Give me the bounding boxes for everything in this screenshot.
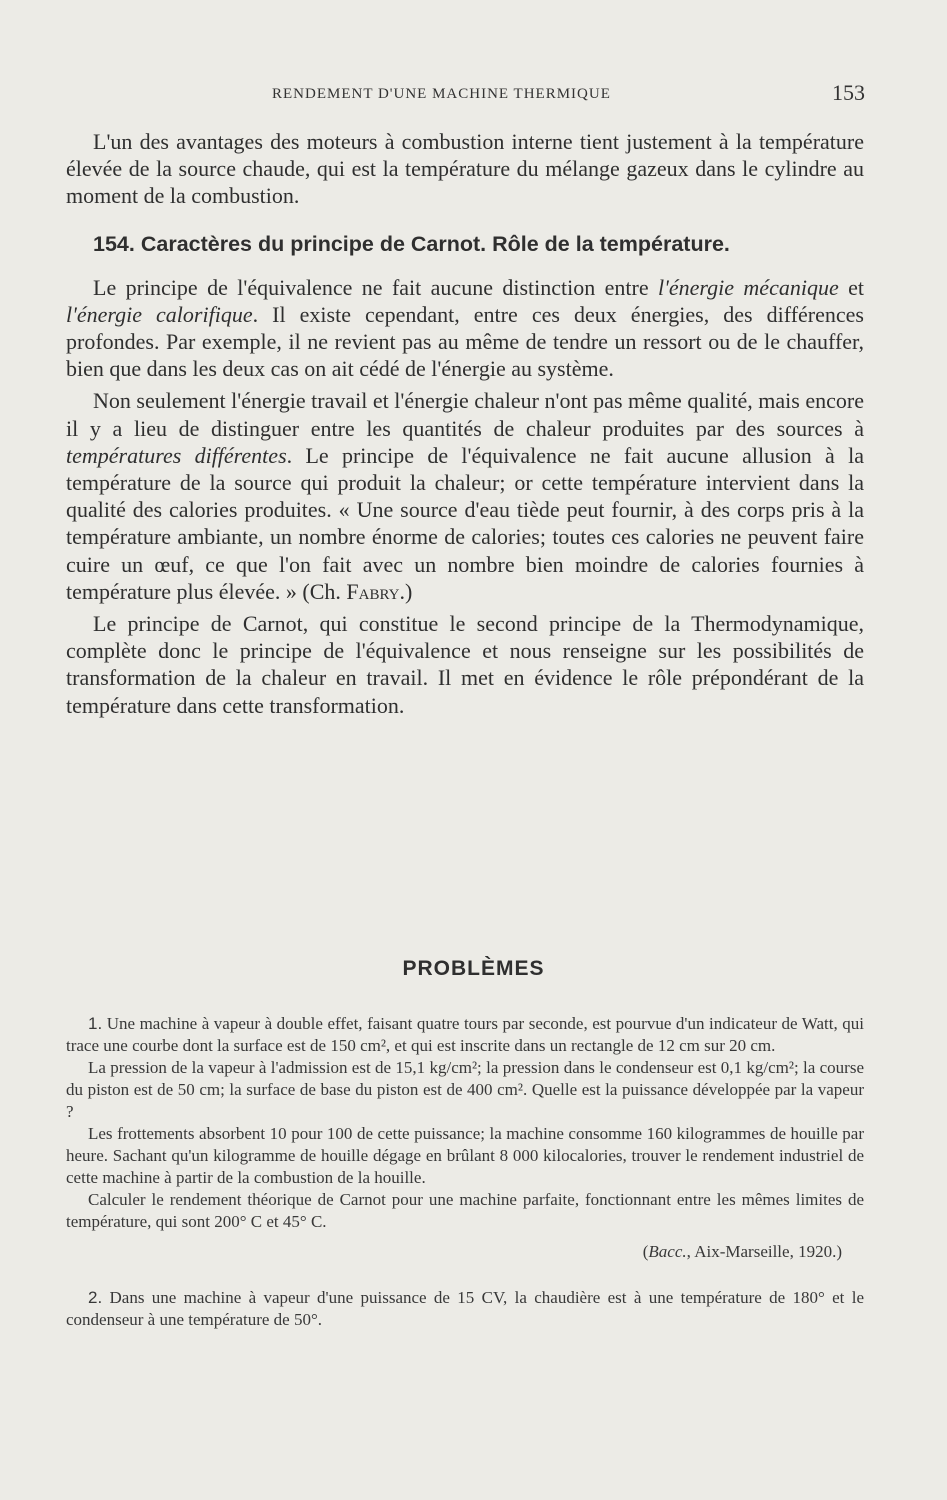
text-run: . Il existe cependant, entre ces deux énergies, des différences profondes. Par exemple, il ne revient pas au même de tendre un ressort ou de le chauffer, bien que dans les deux cas on ait cédé de l'énergie au système. — [66, 301, 864, 382]
problem-1-carnot: Calculer le rendement théorique de Carnot pour une machine parfaite, fonctionnant entre les mêmes limites de température, qui sont 200° C et 45° C. — [66, 1190, 864, 1231]
problems-section — [66, 1013, 864, 1331]
text-run: .) — [399, 578, 413, 604]
problems-heading: PROBLÈMES — [402, 957, 545, 980]
source-exam: Bacc. — [648, 1242, 687, 1261]
text-run: . Le principe de l'équivalence ne fait aucune allusion à la température de la source qui produit la chaleur; or cette température intervient dans la qualité des calories produites. « Une source d'eau tiède peut fournir, à des corps pris à la température ambiante, un nombre énorme de calories; toutes ces calories ne peuvent faire cuire un œuf, ce que l'on fait avec un nombre bien moindre de calories fournies à température plus élevée. » (Ch. — [66, 442, 865, 604]
text-run: Non seulement l'énergie travail et l'énergie chaleur n'ont pas même qualité, mais encore il y a lieu de distinguer entre les quantités de chaleur produites par des sources à — [66, 388, 864, 441]
section-number: 154. — [93, 231, 135, 256]
text-run: Dans une machine à vapeur d'une puissance de 15 CV, la chaudière est à une température de 180° et le condenseur à une température de 50°. — [66, 1288, 864, 1329]
text-run: Le principe de l'équivalence ne fait aucune distinction entre — [93, 274, 659, 300]
problem-1-pressure: La pression de la vapeur à l'admission est de 15,1 kg/cm²; la pression dans le condenseur est 0,1 kg/cm²; la course du piston est de 50 cm; la surface de base du piston est de 400 cm². Quelle est la puissance développée par la vapeur ? — [66, 1058, 864, 1121]
problem-1-friction: Les frottements absorbent 10 pour 100 de cette puissance; la machine consomme 160 kilogrammes de houille par heure. Sachant qu'un kilogramme de houille dégage en brûlant 8 000 kilocalories, trouver le rendement industriel de cette machine à partir de la combustion de la houille. — [66, 1124, 864, 1187]
problem-number: 1. — [88, 1014, 103, 1033]
main-text — [66, 128, 864, 719]
source-rest: , Aix-Marseille, 1920.) — [686, 1242, 842, 1261]
emphasis-calorific: l'énergie calorifique — [66, 301, 253, 327]
section-heading — [66, 230, 864, 258]
paragraph-quality — [66, 387, 864, 605]
emphasis-mechanical: l'énergie mécanique — [658, 274, 839, 300]
text-run: Une machine à vapeur à double effet, faisant quatre tours par seconde, est pourvue d'un indicateur de Watt, qui trace une courbe dont la surface est de 150 cm², et qui est inscrite dans un rectangle de 12 cm sur 20 cm. — [66, 1014, 864, 1055]
emphasis-temperatures: températures différentes — [66, 442, 287, 468]
page-number: 153 — [832, 80, 865, 105]
intro-paragraph: L'un des avantages des moteurs à combustion interne tient justement à la température élevée de la source chaude, qui est la température du mélange gazeux dans le cylindre au moment de la combustion. — [66, 129, 864, 209]
problem-number: 2. — [88, 1288, 103, 1307]
paragraph-carnot: Le principe de Carnot, qui constitue le second principe de la Thermodynamique, complète donc le principe de l'équivalence et nous renseigne sur les possibilités de transformation de la chaleur en travail. Il met en évidence le rôle prépondérant de la température dans cette transformation. — [66, 611, 864, 718]
problem-1-statement — [66, 1013, 864, 1057]
problem-1-source: (Bacc., Aix-Marseille, 1920.) — [642, 1242, 842, 1261]
problem-2-statement — [66, 1287, 864, 1331]
paragraph-equivalence — [66, 274, 864, 383]
section-title: Caractères du principe de Carnot. Rôle de la température. — [140, 231, 730, 256]
text-run: et — [838, 274, 864, 300]
running-title: RENDEMENT D'UNE MACHINE THERMIQUE — [272, 86, 611, 102]
page-header — [0, 78, 947, 108]
author-name: Fabry — [346, 578, 400, 604]
